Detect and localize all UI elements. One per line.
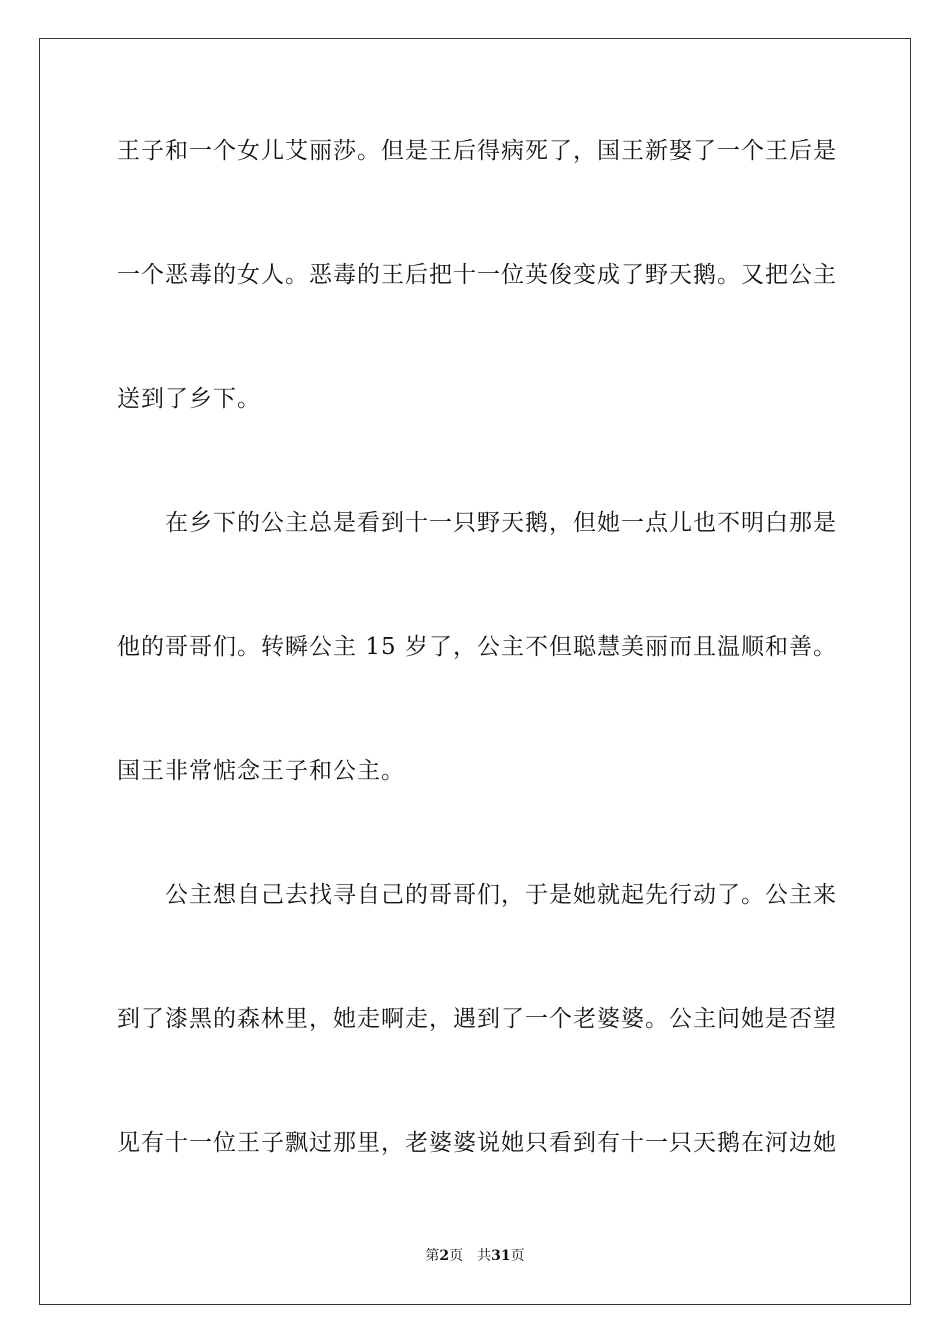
page-prefix: 第: [425, 1248, 440, 1264]
page-suffix: 页: [449, 1248, 464, 1264]
text-line: 他的哥哥们。转瞬公主 15 岁了，公主不但聪慧美丽而且温顺和善。: [117, 634, 837, 660]
page-total: 31: [491, 1248, 511, 1264]
total-prefix: 共: [477, 1248, 492, 1264]
text-line: 国王非常惦念王子和公主。: [117, 758, 405, 784]
text-line: 在乡下的公主总是看到十一只野天鹅，但她一点儿也不明白那是: [165, 510, 837, 536]
text-line: 公主想自己去找寻自己的哥哥们，于是她就起先行动了。公主来: [165, 882, 837, 908]
text-line: 见有十一位王子飘过那里，老婆婆说她只看到有十一只天鹅在河边她: [117, 1130, 837, 1156]
page-current: 2: [439, 1248, 450, 1264]
text-line: 一个恶毒的女人。恶毒的王后把十一位英俊变成了野天鹅。又把公主: [117, 262, 837, 288]
text-line: 送到了乡下。: [117, 386, 261, 412]
text-line: 王子和一个女儿艾丽莎。但是王后得病死了，国王新娶了一个王后是: [117, 138, 837, 164]
text-line: 到了漆黑的森林里，她走啊走，遇到了一个老婆婆。公主问她是否望: [117, 1006, 837, 1032]
total-suffix: 页: [510, 1248, 525, 1264]
page-border: [39, 38, 911, 1305]
page-footer: [0, 1247, 950, 1265]
